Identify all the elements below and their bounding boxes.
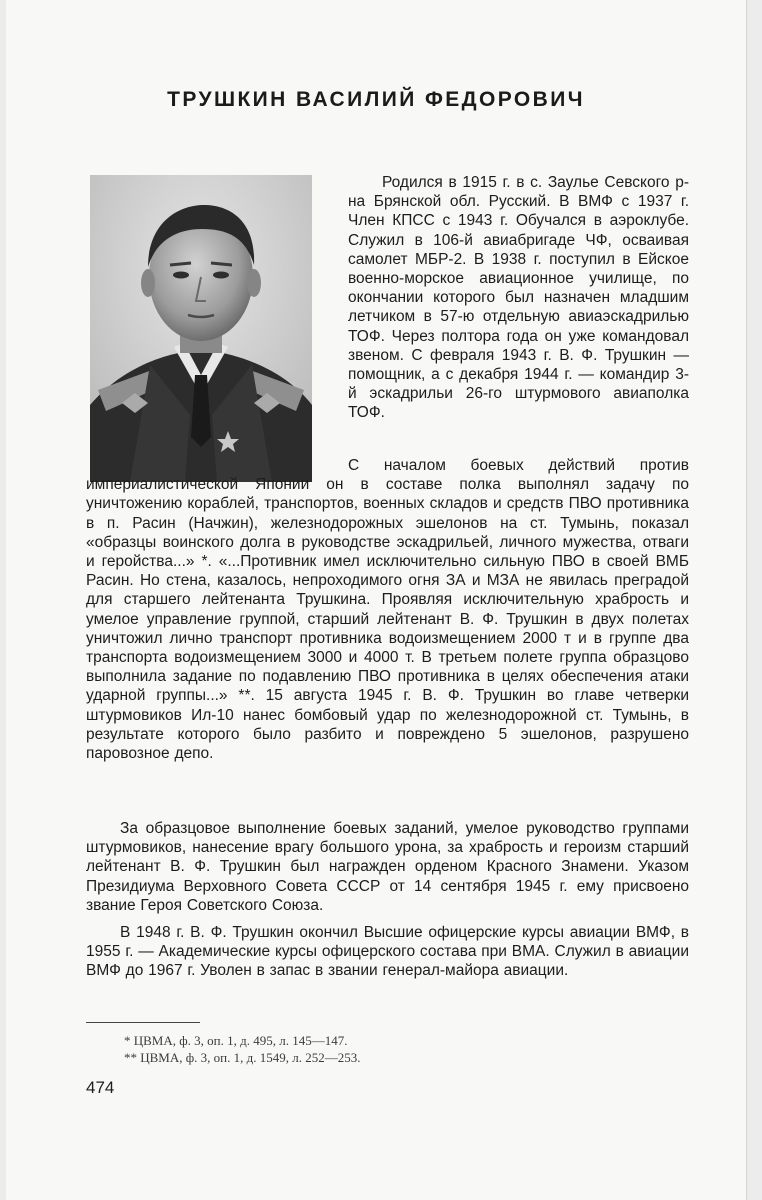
page-title: ТРУШКИН ВАСИЛИЙ ФЕДОРОВИЧ [167, 88, 585, 111]
footnote-divider [86, 1022, 200, 1023]
footnote-1: * ЦВМА, ф. 3, оп. 1, д. 495, л. 145—147. [124, 1033, 348, 1048]
footnote-2: ** ЦВМА, ф. 3, оп. 1, д. 1549, л. 252—253. [124, 1050, 361, 1065]
portrait-icon [90, 175, 312, 482]
paragraph-later-career: В 1948 г. В. Ф. Трушкин окончил Высшие офицерские курсы авиации ВМФ, в 1955 г. — Академические курсы офицерского состава при ВМА. Служил в авиации ВМФ до 1967 г. Уволен в запас в звании генерал-майора авиации. [86, 924, 689, 980]
paragraph-biography-intro: Родился в 1915 г. в с. Заулье Севского р-на Брянской обл. Русский. В ВМФ с 1937 г. Член КПСС с 1943 г. Обучался в аэроклубе. Служил в 106-й авиабригаде ЧФ, осваивая самолет МБР-2. В 1938 г. поступил в Ейское военно-морское авиационное училище, по окончании которого был назначен младшим летчиком в 57-ю отдельную авиаэскадрилью ТОФ. Через полтора года он уже командовал звеном. С февраля 1943 г. В. Ф. Трушкин — помощник, а с декабря 1944 г. — командир 3-й эскадрильи 26-го штурмового авиаполка ТОФ. [348, 174, 689, 422]
paragraph-combat-actions: С началом боевых действий против империалистической Японии он в составе полка выполнял задачу по уничтожению кораблей, транспортов, военных складов и средств ПВО противника в п. Расин (Начжин), железнодорожных эшелонов на ст. Тумынь, показал «образцы воинского долга в руководстве эскадрильей, личного мужества, отваги и геройства...» *. «...Противник имел исключительно сильную ПВО в своей ВМБ Расин. Но стена, казалось, непроходимого огня ЗА и МЗА не явилась преградой для старшего лейтенанта Трушкина. Проявляя исключительную храбрость и умелое управление группой, старший лейтенант В. Ф. Трушкин в двух полетах уничтожил лично транспорт противника водоизмещением 2000 т и в группе два транспорта водоизмещением 3000 и 4000 т. В третьем полете группа образцово выполнила задание по подавлению ПВО противника в целях обеспечения атаки ударной группы...» **. 15 августа 1945 г. В. Ф. Трушкин во главе четверки штурмовиков Ил-10 нанес бомбовый удар по железнодорожной ст. Тумынь, в результате которого было разбито и повреждено 5 эшелонов, разрушено паровозное депо. [86, 457, 689, 763]
book-page [6, 0, 747, 1200]
page-number: 474 [86, 1078, 115, 1097]
portrait-photo [90, 175, 312, 482]
paragraph-award: За образцовое выполнение боевых заданий, умелое руководство группами штурмовиков, нанесение врагу большого урона, за храбрость и героизм старший лейтенант В. Ф. Трушкин был награжден орденом Красного Знамени. Указом Президиума Верховного Совета СССР от 14 сентября 1945 г. ему присвоено звание Героя Советского Союза. [86, 820, 689, 914]
